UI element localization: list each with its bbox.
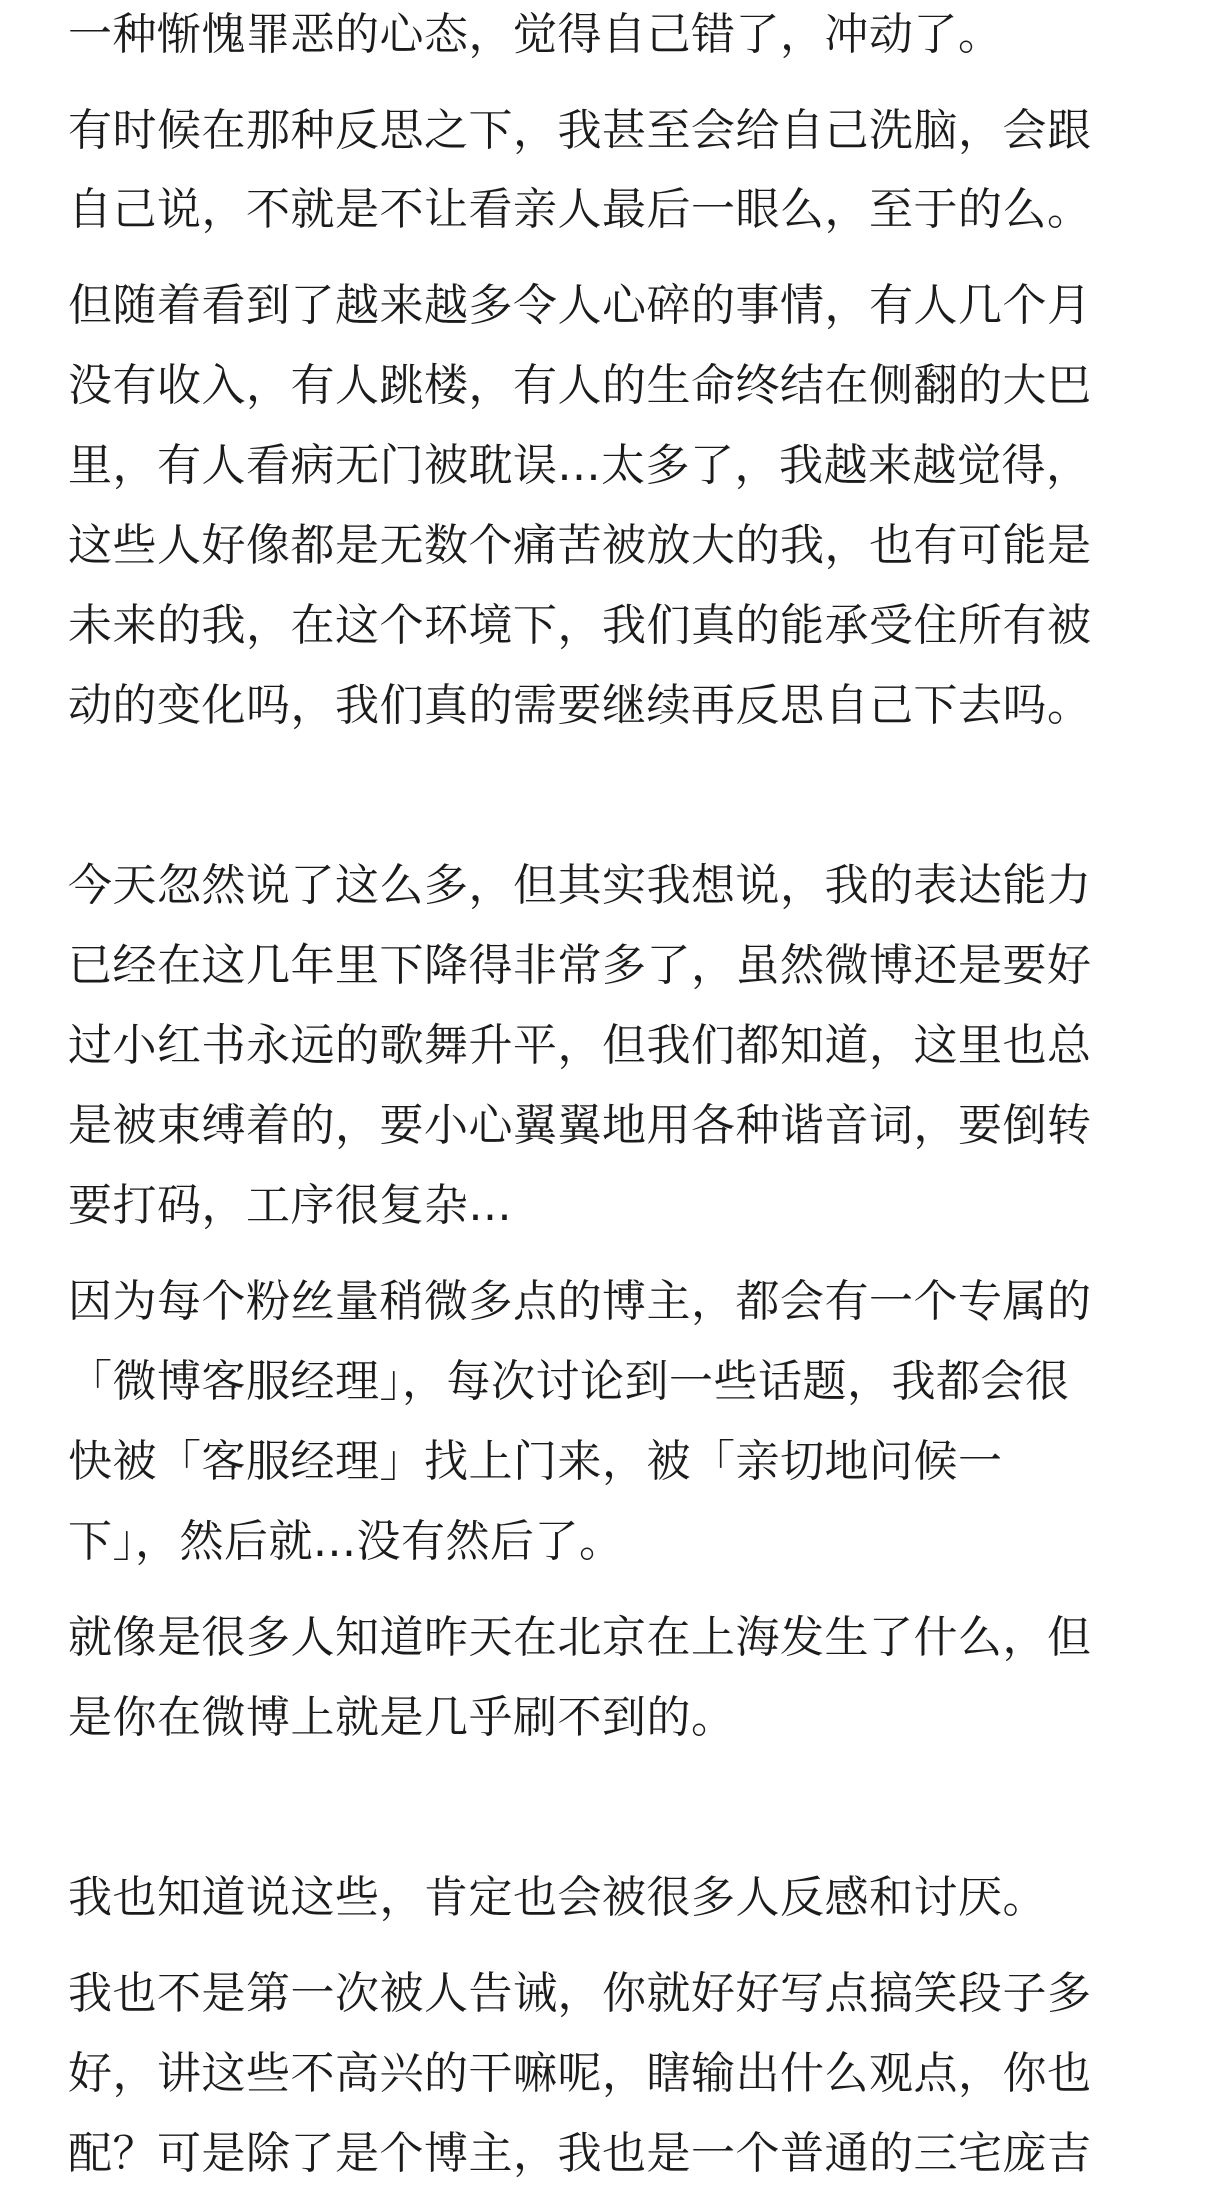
text-line: 我也不是第一次被人告诫，你就好好写点搞笑段子多	[68, 1968, 1092, 2019]
text-line: 要打码，工序很复杂...	[68, 1180, 512, 1231]
text-line: 今天忽然说了这么多，但其实我想说，我的表达能力	[68, 860, 1092, 911]
text-line: 一种惭愧罪恶的心态，觉得自己错了，冲动了。	[68, 9, 1003, 60]
text-line: 但随着看到了越来越多令人心碎的事情，有人几个月	[68, 280, 1092, 331]
text-line: 未来的我，在这个环境下，我们真的能承受住所有被	[68, 600, 1092, 651]
text-line: 好，讲这些不高兴的干嘛呢，瞎输出什么观点，你也	[68, 2048, 1092, 2099]
text-line: 里，有人看病无门被耽误...太多了，我越来越觉得，	[68, 440, 1091, 491]
text-line: 没有收入，有人跳楼，有人的生命终结在侧翻的大巴	[68, 360, 1092, 411]
text-line: 快被「客服经理」找上门来，被「亲切地问候一	[68, 1436, 1003, 1487]
text-line: 就像是很多人知道昨天在北京在上海发生了什么，但	[68, 1612, 1092, 1663]
text-line: 是被束缚着的，要小心翼翼地用各种谐音词，要倒转	[68, 1100, 1092, 1151]
text-line: 因为每个粉丝量稍微多点的博主，都会有一个专属的	[68, 1276, 1092, 1327]
text-line: 我也知道说这些，肯定也会被很多人反感和讨厌。	[68, 1872, 1047, 1923]
text-line: 「微博客服经理」，每次讨论到一些话题，我都会很	[68, 1356, 1070, 1407]
text-line: 这些人好像都是无数个痛苦被放大的我，也有可能是	[68, 520, 1092, 571]
text-line: 自己说，不就是不让看亲人最后一眼么，至于的么。	[68, 184, 1092, 235]
text-line: 配？可是除了是个博主，我也是一个普通的三宅庞吉	[68, 2128, 1092, 2179]
text-line: 已经在这几年里下降得非常多了，虽然微博还是要好	[68, 940, 1092, 991]
text-line: 过小红书永远的歌舞升平，但我们都知道，这里也总	[68, 1020, 1092, 1071]
text-line: 是你在微博上就是几乎刷不到的。	[68, 1692, 736, 1743]
text-line: 有时候在那种反思之下，我甚至会给自己洗脑，会跟	[68, 105, 1092, 156]
text-line: 动的变化吗，我们真的需要继续再反思自己下去吗。	[68, 680, 1092, 731]
text-line: 下」，然后就...没有然后了。	[68, 1516, 624, 1567]
